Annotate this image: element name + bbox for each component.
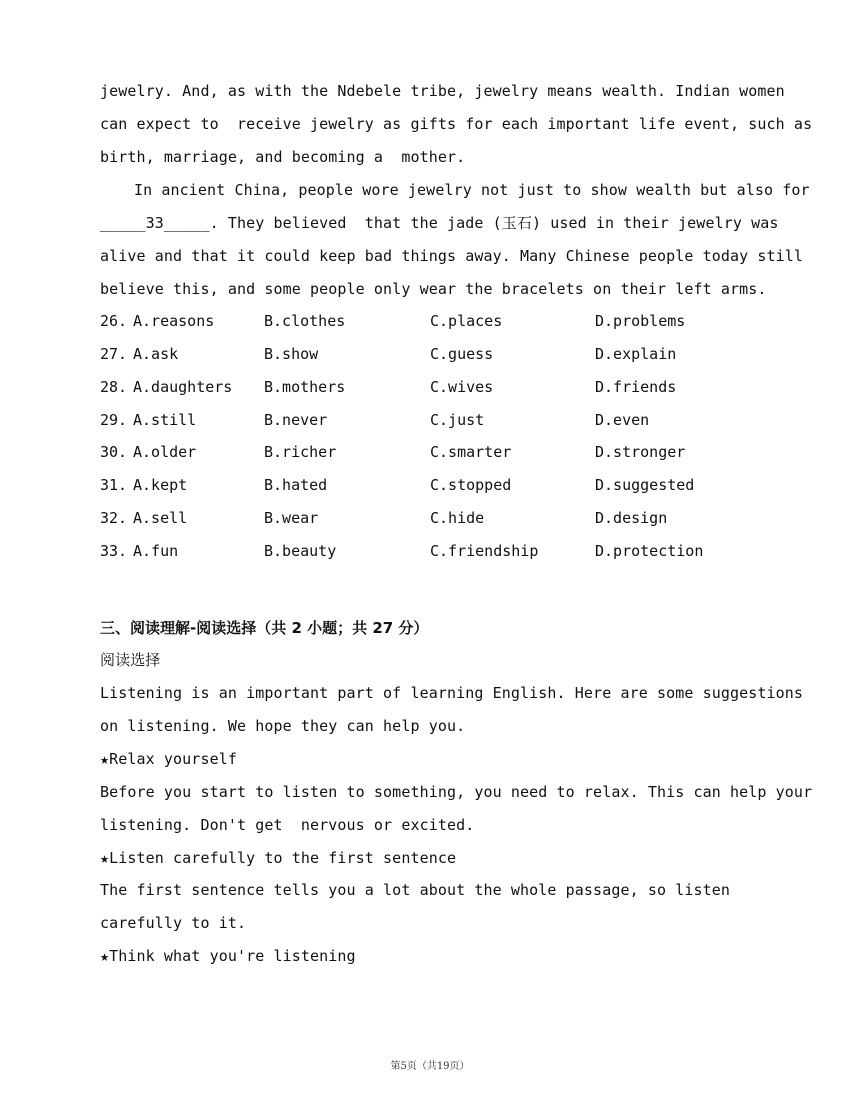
- reading-line: on listening. We hope they can help you.: [100, 717, 466, 735]
- tip-heading: ★Relax yourself: [100, 750, 237, 768]
- option-b: B.show: [264, 345, 319, 363]
- option-a: A.still: [133, 411, 197, 429]
- passage-line: alive and that it could keep bad things away. Many Chinese people today still: [100, 247, 804, 265]
- option-c: C.guess: [430, 345, 494, 363]
- option-b: B.clothes: [264, 312, 346, 330]
- option-a: A.sell: [133, 509, 188, 527]
- tip-heading: ★Think what you're listening: [100, 947, 356, 965]
- option-c: C.places: [430, 312, 503, 330]
- reading-line: The first sentence tells you a lot about the whole passage, so listen: [100, 881, 731, 899]
- passage-line: _____33_____. They believed that the jade (玉石) used in their jewelry was: [100, 214, 779, 232]
- passage-line: birth, marriage, and becoming a mother.: [100, 148, 466, 166]
- question-number: 33.: [100, 542, 128, 560]
- section-heading: 三、阅读理解-阅读选择（共 2 小题；共 27 分）: [100, 619, 429, 637]
- option-b: B.beauty: [264, 542, 337, 560]
- passage-line: In ancient China, people wore jewelry not just to show wealth but also for: [134, 181, 810, 199]
- option-c: C.smarter: [430, 443, 512, 461]
- passage-line: jewelry. And, as with the Ndebele tribe, jewelry means wealth. Indian women: [100, 82, 785, 100]
- option-c: C.friendship: [430, 542, 539, 560]
- question-number: 28.: [100, 378, 128, 396]
- option-b: B.mothers: [264, 378, 346, 396]
- question-number: 26.: [100, 312, 128, 330]
- option-d: D.stronger: [595, 443, 686, 461]
- option-a: A.reasons: [133, 312, 215, 330]
- passage-line: believe this, and some people only wear the bracelets on their left arms.: [100, 280, 767, 298]
- option-a: A.older: [133, 443, 197, 461]
- option-a: A.daughters: [133, 378, 233, 396]
- option-c: C.stopped: [430, 476, 512, 494]
- reading-line: listening. Don't get nervous or excited.: [100, 816, 475, 834]
- section-subheading: 阅读选择: [100, 651, 161, 669]
- option-b: B.wear: [264, 509, 319, 527]
- option-d: D.design: [595, 509, 668, 527]
- question-number: 31.: [100, 476, 128, 494]
- option-a: A.kept: [133, 476, 188, 494]
- option-a: A.fun: [133, 542, 179, 560]
- question-number: 29.: [100, 411, 128, 429]
- option-d: D.explain: [595, 345, 677, 363]
- passage-line: can expect to receive jewelry as gifts for each important life event, such as: [100, 115, 813, 133]
- reading-line: Listening is an important part of learning English. Here are some suggestions: [100, 684, 804, 702]
- tip-heading: ★Listen carefully to the first sentence: [100, 849, 457, 867]
- page-footer: 第5页（共19页）: [390, 1061, 470, 1072]
- option-d: D.friends: [595, 378, 677, 396]
- option-d: D.suggested: [595, 476, 695, 494]
- option-b: B.hated: [264, 476, 328, 494]
- option-d: D.protection: [595, 542, 704, 560]
- option-c: C.wives: [430, 378, 494, 396]
- option-b: B.richer: [264, 443, 337, 461]
- option-d: D.problems: [595, 312, 686, 330]
- option-a: A.ask: [133, 345, 179, 363]
- option-c: C.hide: [430, 509, 485, 527]
- option-b: B.never: [264, 411, 328, 429]
- option-c: C.just: [430, 411, 485, 429]
- question-number: 32.: [100, 509, 128, 527]
- option-d: D.even: [595, 411, 650, 429]
- reading-line: Before you start to listen to something, you need to relax. This can help your: [100, 783, 813, 801]
- reading-line: carefully to it.: [100, 914, 247, 932]
- question-number: 27.: [100, 345, 128, 363]
- question-number: 30.: [100, 443, 128, 461]
